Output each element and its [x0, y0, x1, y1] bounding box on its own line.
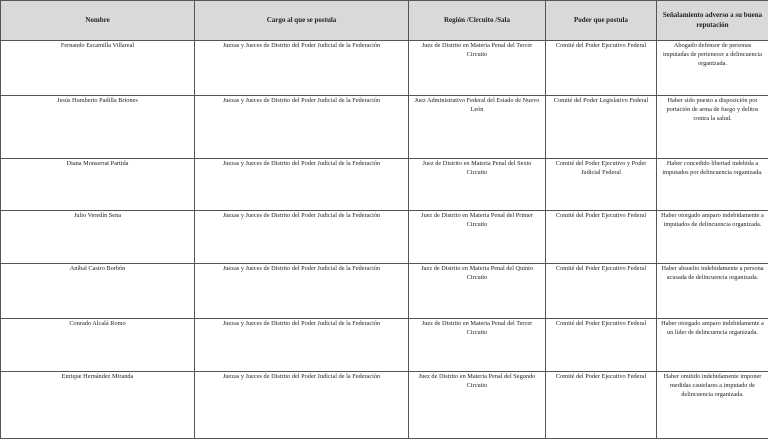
- cell-poder: Comité del Poder Legislativo Federal: [546, 96, 657, 159]
- cell-nombre: Julio Veredín Sena: [1, 211, 195, 264]
- header-row: [1, 1, 768, 41]
- cell-nombre: Conrado Alcalá Romo: [1, 319, 195, 372]
- cell-cargo: Juezas y Jueces de Distrito del Poder Judicial de la Federación: [195, 159, 409, 211]
- table-row: [1, 41, 768, 96]
- cell-nombre: Aníbal Castro Borbón: [1, 264, 195, 319]
- cell-poder: Comité del Poder Ejecutivo Federal: [546, 211, 657, 264]
- cell-senalamiento: Haber otorgado amparo indebidamente a un líder de delincuencia organizada.: [657, 319, 768, 372]
- cell-region: Juez Administrativo Federal del Estado de Nuevo León: [409, 96, 546, 159]
- cell-nombre: Fernando Escamilla Villareal: [1, 41, 195, 96]
- cell-cargo: Juezas y Jueces de Distrito del Poder Judicial de la Federación: [195, 96, 409, 159]
- cell-region: Juez de Distrito en Materia Penal del Tercer Circuito: [409, 319, 546, 372]
- cell-nombre: Diana Monserrat Partida: [1, 159, 195, 211]
- cell-region: Juez de Distrito en Materia Penal del Quinto Circuito: [409, 264, 546, 319]
- table-row: [1, 264, 768, 319]
- header-cargo: Cargo al que se postula: [195, 1, 409, 41]
- cell-region: Juez de Distrito en Materia Penal del Primer Circuito: [409, 211, 546, 264]
- cell-cargo: Juezas y Jueces de Distrito del Poder Judicial de la Federación: [195, 319, 409, 372]
- cell-senalamiento: Abogado defensor de personas imputadas de pertenecer a delincuencia organizada.: [657, 41, 768, 96]
- cell-poder: Comité del Poder Ejecutivo Federal: [546, 372, 657, 439]
- cell-poder: Comité del Poder Ejecutivo Federal: [546, 319, 657, 372]
- header-region: Región /Circuito /Sala: [409, 1, 546, 41]
- cell-senalamiento: Haber sido puesto a disposición por portación de arma de fuego y delitos contra la salud.: [657, 96, 768, 159]
- cell-poder: Comité del Poder Ejecutivo y Poder Judicial Federal: [546, 159, 657, 211]
- cell-senalamiento: Haber absuelto indebidamente a persona acusada de delincuencia organizada.: [657, 264, 768, 319]
- cell-nombre: Enrique Hernández Miranda: [1, 372, 195, 439]
- table-row: [1, 159, 768, 211]
- cell-poder: Comité del Poder Ejecutivo Federal: [546, 264, 657, 319]
- cell-cargo: Juezas y Jueces de Distrito del Poder Judicial de la Federación: [195, 372, 409, 439]
- header-senalamiento: Señalamiento adverso a su buena reputación: [657, 1, 768, 41]
- cell-senalamiento: Haber concedido libertad indebida a imputados por delincuencia organizada.: [657, 159, 768, 211]
- header-poder: Poder que postula: [546, 1, 657, 41]
- cell-region: Juez de Distrito en Materia Penal del Segundo Circuito: [409, 372, 546, 439]
- table-row: [1, 372, 768, 439]
- cell-region: Juez de Distrito en Materia Penal del Tercer Circuito: [409, 41, 546, 96]
- cell-nombre: Jesús Humberto Padilla Briones: [1, 96, 195, 159]
- cell-cargo: Juezas y Jueces de Distrito del Poder Judicial de la Federación: [195, 41, 409, 96]
- cell-cargo: Juezas y Jueces de Distrito del Poder Judicial de la Federación: [195, 211, 409, 264]
- cell-senalamiento: Haber otorgado amparo indebidamente a imputados de delincuencia organizada.: [657, 211, 768, 264]
- table-row: [1, 319, 768, 372]
- cell-region: Juez de Distrito en Materia Penal del Sexto Circuito: [409, 159, 546, 211]
- header-nombre: Nombre: [1, 1, 195, 41]
- table-row: [1, 211, 768, 264]
- cell-senalamiento: Haber omitido indebidamente imponer medidas cautelares a imputado de delincuencia organizada.: [657, 372, 768, 439]
- table-row: [1, 96, 768, 159]
- cell-poder: Comité del Poder Ejecutivo Federal: [546, 41, 657, 96]
- cell-cargo: Juezas y Jueces de Distrito del Poder Judicial de la Federación: [195, 264, 409, 319]
